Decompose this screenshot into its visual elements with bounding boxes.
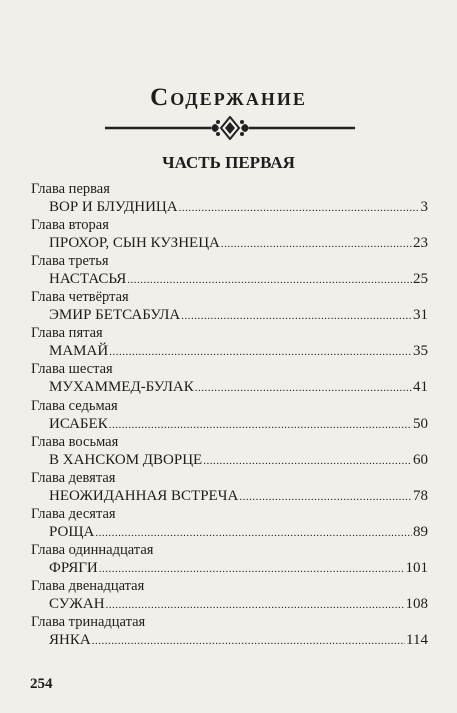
toc-entry: [31, 252, 428, 288]
chapter-number: Глава четвёртая: [31, 289, 129, 306]
chapter-title: МУХАММЕД-БУЛАК: [49, 379, 194, 396]
chapter-title: ЭМИР БЕТСАБУЛА: [49, 307, 181, 324]
chapter-page: 31: [413, 307, 428, 324]
dot-leader: [106, 596, 405, 614]
dot-leader: [92, 632, 405, 650]
ornament-divider: [103, 116, 357, 140]
chapter-number: Глава одиннадцатая: [31, 541, 154, 558]
toc-entry: [31, 324, 428, 360]
chapter-page: 108: [405, 596, 428, 613]
chapter-number: Глава тринадцатая: [31, 614, 146, 631]
chapter-title: ЯНКА: [49, 632, 91, 649]
dot-leader: [179, 199, 420, 217]
chapter-title: НЕОЖИДАННАЯ ВСТРЕЧА: [49, 487, 239, 504]
chapter-number: Глава двенадцатая: [31, 578, 145, 595]
chapter-page: 50: [413, 415, 428, 432]
toc-entry: [31, 216, 428, 252]
chapter-number: Глава восьмая: [31, 433, 119, 450]
chapter-page: 41: [413, 379, 428, 396]
chapter-page: 114: [406, 632, 428, 649]
chapter-number: Глава девятая: [31, 469, 116, 486]
chapter-title: РОЩА: [49, 523, 95, 540]
chapter-page: 23: [413, 235, 428, 252]
chapter-page: 3: [420, 199, 428, 215]
table-of-contents: [31, 180, 428, 649]
chapter-page: 78: [413, 487, 428, 504]
dot-leader: [239, 488, 412, 506]
dot-leader: [221, 235, 412, 253]
toc-entry: [31, 397, 428, 433]
toc-entry: [31, 577, 428, 613]
chapter-page: 89: [413, 523, 428, 540]
chapter-title: МАМАЙ: [49, 343, 109, 360]
part-heading: ЧАСТЬ ПЕРВАЯ: [162, 153, 295, 172]
dot-leader: [109, 343, 412, 361]
dot-leader: [109, 416, 412, 434]
toc-entry: [31, 505, 428, 541]
toc-entry: [31, 469, 428, 505]
chapter-title: В ХАНСКОМ ДВОРЦЕ: [49, 451, 203, 468]
chapter-number: Глава десятая: [31, 505, 116, 522]
toc-entry: [31, 360, 428, 396]
toc-entry: [31, 180, 428, 216]
chapter-number: Глава седьмая: [31, 397, 118, 414]
chapter-number: Глава вторая: [31, 217, 109, 234]
chapter-number: Глава первая: [31, 181, 110, 197]
chapter-page: 35: [413, 343, 428, 360]
chapter-title: ФРЯГИ: [49, 559, 98, 576]
dot-leader: [127, 271, 412, 289]
toc-entry: [31, 541, 428, 577]
toc-entry: [31, 613, 428, 649]
chapter-title: СУЖАН: [49, 596, 105, 613]
dot-leader: [203, 452, 412, 470]
page-number: 254: [30, 676, 53, 692]
chapter-page: 60: [413, 451, 428, 468]
toc-entry: [31, 433, 428, 469]
chapter-title: ВОР И БЛУДНИЦА: [49, 199, 178, 215]
chapter-number: Глава шестая: [31, 361, 113, 378]
dot-leader: [181, 307, 412, 325]
dot-leader: [195, 379, 412, 397]
toc-entry: [31, 288, 428, 324]
chapter-page: 101: [405, 559, 428, 576]
chapter-title: ПРОХОР, СЫН КУЗНЕЦА: [49, 235, 220, 252]
chapter-title: ИСАБЕК: [49, 415, 108, 432]
page-title: Содержание: [150, 84, 307, 111]
chapter-page: 25: [413, 271, 428, 288]
chapter-number: Глава пятая: [31, 325, 103, 342]
chapter-number: Глава третья: [31, 253, 109, 270]
chapter-title: НАСТАСЬЯ: [49, 271, 127, 288]
dot-leader: [95, 524, 412, 542]
dot-leader: [99, 560, 405, 578]
